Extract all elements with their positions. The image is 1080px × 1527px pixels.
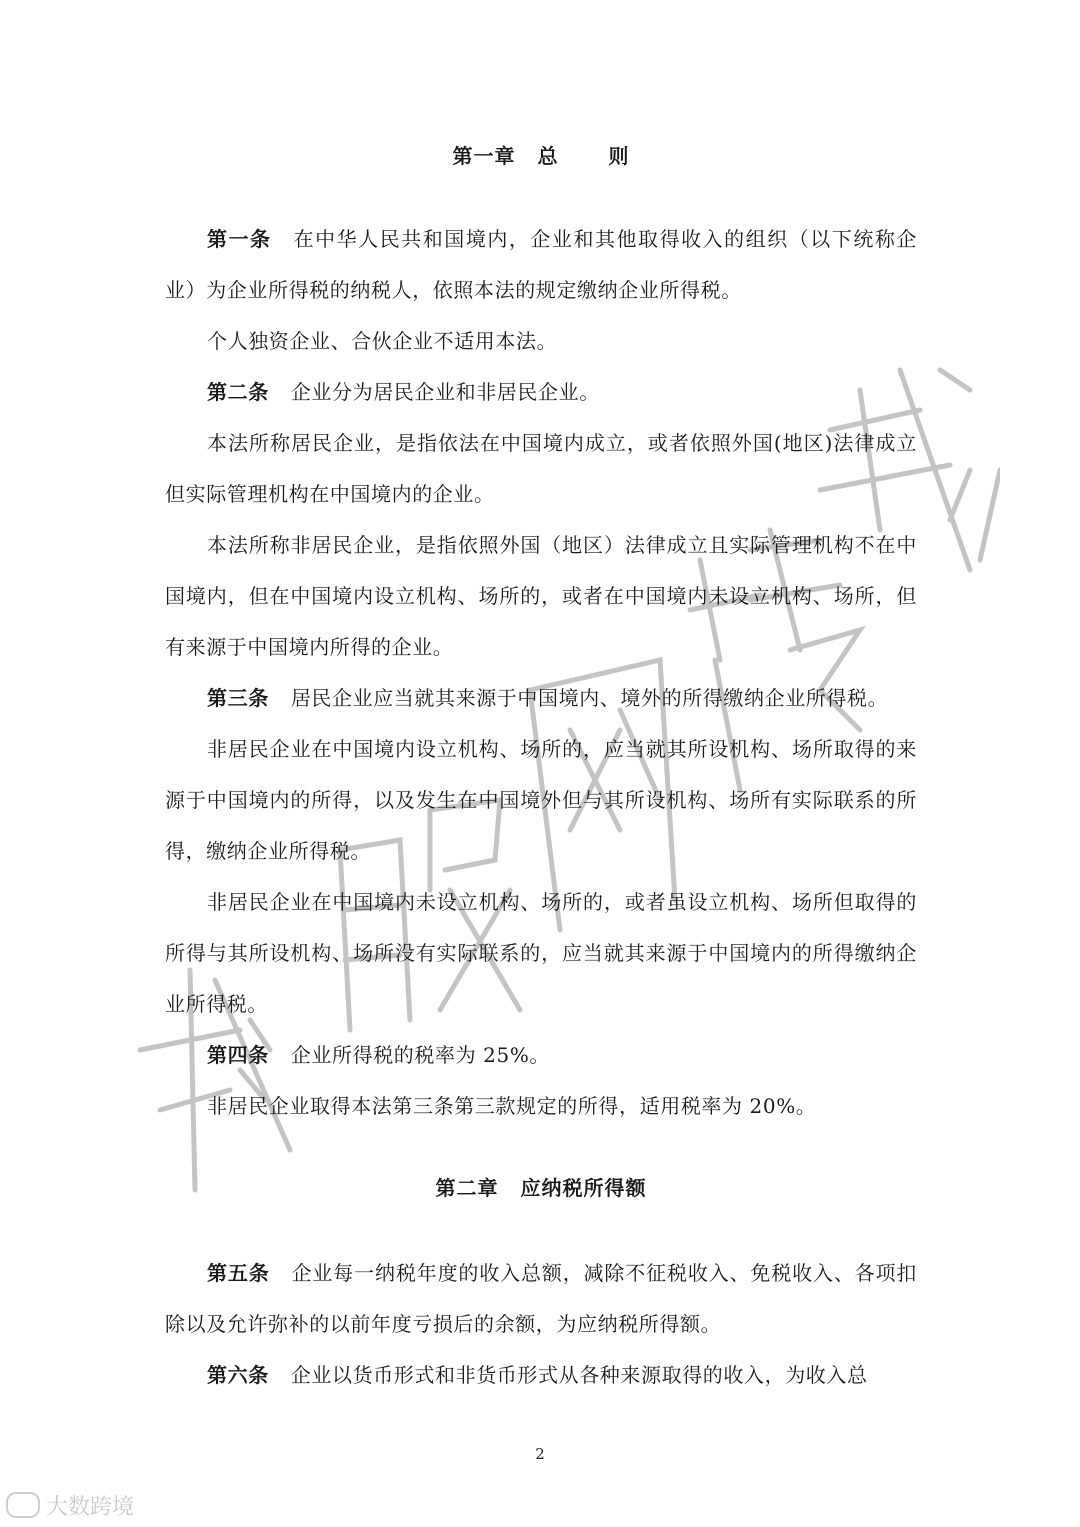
paragraph [165,877,917,1030]
paragraph-text: 企业每一纳税年度的收入总额，减除不征税收入、免税收入、各项扣除以及允许弥补的以前年度亏损后的余额，为应纳税所得额。 [165,1261,917,1336]
paragraph [165,1350,917,1401]
chapter-number: 第二章 [435,1176,499,1200]
paragraph [165,214,917,316]
article-label: 第四条 [207,1043,269,1067]
article-label: 第五条 [207,1261,270,1285]
paragraph [165,1248,917,1350]
paragraph [165,418,917,520]
brand-text: 大数跨境 [46,1494,135,1520]
chapter-title-part: 总 [537,144,559,168]
article-label: 第三条 [207,686,269,710]
chapter-heading [165,1170,917,1206]
paragraph [165,316,917,367]
paragraph [165,1030,917,1081]
paragraph-text: 企业以货币形式和非货币形式从各种来源取得的收入，为收入总 [290,1363,868,1387]
paragraph [165,724,917,877]
paragraph-text: 企业所得税的税率为 25%。 [290,1043,551,1067]
paragraph-text: 居民企业应当就其来源于中国境内、境外的所得缴纳企业所得税。 [290,686,889,710]
paragraph [165,367,917,418]
article-label: 第六条 [207,1363,269,1387]
paragraph-text: 在中华人民共和国境内，企业和其他取得收入的组织（以下统称企业）为企业所得税的纳税人，依照本法的规定缴纳企业所得税。 [165,227,917,302]
article-label: 第二条 [207,380,269,404]
chapter-heading [165,138,917,174]
paragraph-text: 非居民企业在中国境内未设立机构、场所的，或者虽设立机构、场所但取得的所得与其所设机构、场所没有实际联系的，应当就其来源于中国境内的所得缴纳企业所得税。 [165,890,917,1016]
chapter-number: 第一章 [452,144,516,168]
paragraph-text: 非居民企业在中国境内设立机构、场所的，应当就其所设机构、场所取得的来源于中国境内的所得，以及发生在中国境外但与其所设机构、场所有实际联系的所得，缴纳企业所得税。 [165,737,917,863]
paragraph-text: 个人独资企业、合伙企业不适用本法。 [207,329,558,353]
page-number: 2 [535,1445,545,1463]
paragraph [165,520,917,673]
paragraph [165,673,917,724]
paragraph-text: 企业分为居民企业和非居民企业。 [290,380,600,404]
brand-watermark [6,1490,134,1520]
chapter-title: 应纳税所得额 [520,1176,647,1200]
article-label: 第一条 [207,227,272,251]
paragraph-text: 本法所称居民企业，是指依法在中国境内成立，或者依照外国(地区)法律成立但实际管理机构在中国境内的企业。 [165,431,917,506]
paragraph [165,1081,917,1132]
document-body [165,138,917,1401]
chapter-title-part: 则 [608,144,630,168]
paragraph-text: 本法所称非居民企业，是指依照外国（地区）法律成立且实际管理机构不在中国境内，但在中国境内设立机构、场所的，或者在中国境内未设立机构、场所，但有来源于中国境内所得的企业。 [165,533,917,659]
paragraph-text: 非居民企业取得本法第三条第三款规定的所得，适用税率为 20%。 [207,1094,817,1118]
weibo-logo-icon [6,1492,40,1518]
